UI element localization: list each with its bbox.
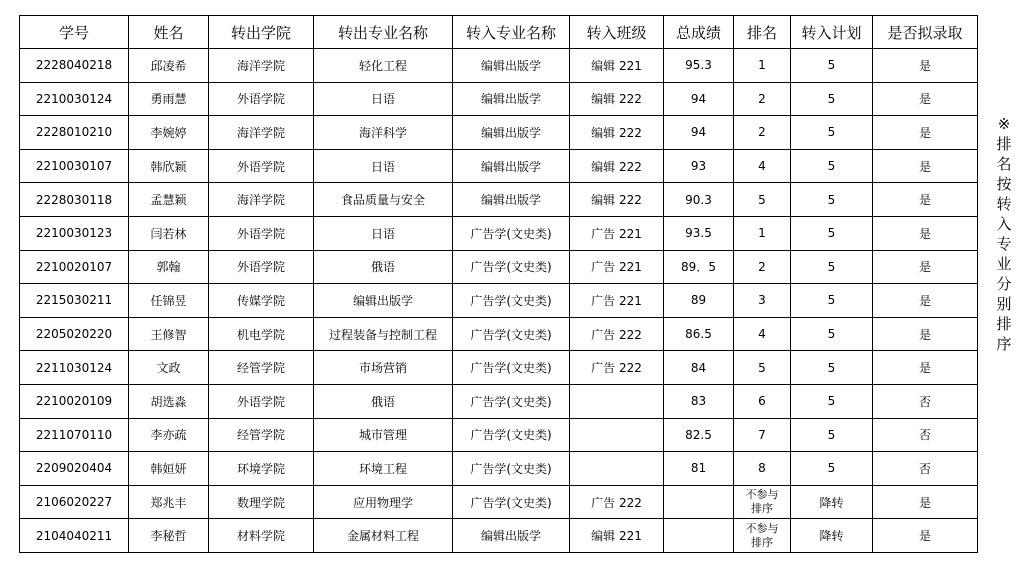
cell-student-id: 2210030124 bbox=[20, 82, 129, 116]
cell-admission-plan: 5 bbox=[791, 384, 873, 418]
cell-admitted: 是 bbox=[873, 351, 978, 385]
cell-admitted: 是 bbox=[873, 284, 978, 318]
cell-total-score: 89．5 bbox=[664, 250, 734, 284]
table-row bbox=[20, 351, 978, 385]
cell-total-score: 82.5 bbox=[664, 418, 734, 452]
cell-to-class bbox=[570, 384, 664, 418]
cell-total-score: 84 bbox=[664, 351, 734, 385]
cell-name: 李秘哲 bbox=[129, 519, 209, 553]
cell-rank: 8 bbox=[734, 452, 791, 486]
cell-admission-plan: 5 bbox=[791, 452, 873, 486]
cell-total-score: 86.5 bbox=[664, 317, 734, 351]
cell-name: 文政 bbox=[129, 351, 209, 385]
cell-name: 王修智 bbox=[129, 317, 209, 351]
cell-from-major: 市场营销 bbox=[314, 351, 453, 385]
table-row bbox=[20, 317, 978, 351]
cell-student-id: 2210020109 bbox=[20, 384, 129, 418]
cell-total-score bbox=[664, 519, 734, 553]
cell-to-major: 广告学(文史类) bbox=[453, 418, 570, 452]
cell-name: 勇雨慧 bbox=[129, 82, 209, 116]
cell-admission-plan: 5 bbox=[791, 317, 873, 351]
cell-to-major: 广告学(文史类) bbox=[453, 216, 570, 250]
cell-name: 胡选淼 bbox=[129, 384, 209, 418]
cell-total-score: 90.3 bbox=[664, 183, 734, 217]
cell-to-major: 编辑出版学 bbox=[453, 149, 570, 183]
header-row bbox=[20, 16, 978, 49]
cell-from-major: 食品质量与安全 bbox=[314, 183, 453, 217]
table-row bbox=[20, 82, 978, 116]
cell-from-college: 机电学院 bbox=[209, 317, 314, 351]
cell-from-major: 应用物理学 bbox=[314, 485, 453, 519]
cell-student-id: 2106020227 bbox=[20, 485, 129, 519]
cell-admission-plan: 5 bbox=[791, 49, 873, 83]
column-header-student-id: 学号 bbox=[20, 16, 129, 49]
cell-total-score: 89 bbox=[664, 284, 734, 318]
cell-total-score: 93 bbox=[664, 149, 734, 183]
cell-student-id: 2228040218 bbox=[20, 49, 129, 83]
cell-to-class: 编辑 222 bbox=[570, 149, 664, 183]
cell-admission-plan: 5 bbox=[791, 418, 873, 452]
cell-to-major: 广告学(文史类) bbox=[453, 452, 570, 486]
cell-rank: 不参与 排序 bbox=[734, 519, 791, 553]
cell-rank: 7 bbox=[734, 418, 791, 452]
cell-from-college: 环境学院 bbox=[209, 452, 314, 486]
cell-to-class: 编辑 222 bbox=[570, 116, 664, 150]
table-row bbox=[20, 519, 978, 553]
cell-to-class: 编辑 222 bbox=[570, 82, 664, 116]
cell-from-college: 经管学院 bbox=[209, 351, 314, 385]
cell-name: 韩欣颖 bbox=[129, 149, 209, 183]
table-row bbox=[20, 452, 978, 486]
cell-admitted: 是 bbox=[873, 519, 978, 553]
cell-to-class: 编辑 221 bbox=[570, 519, 664, 553]
cell-from-college: 海洋学院 bbox=[209, 49, 314, 83]
cell-from-college: 外语学院 bbox=[209, 250, 314, 284]
cell-admission-plan: 5 bbox=[791, 116, 873, 150]
cell-to-major: 广告学(文史类) bbox=[453, 284, 570, 318]
cell-student-id: 2228010210 bbox=[20, 116, 129, 150]
column-header-from-college: 转出学院 bbox=[209, 16, 314, 49]
cell-rank: 不参与 排序 bbox=[734, 485, 791, 519]
cell-name: 孟慧颖 bbox=[129, 183, 209, 217]
cell-rank: 6 bbox=[734, 384, 791, 418]
cell-to-class bbox=[570, 452, 664, 486]
cell-total-score: 94 bbox=[664, 116, 734, 150]
cell-student-id: 2228030118 bbox=[20, 183, 129, 217]
cell-admitted: 是 bbox=[873, 183, 978, 217]
column-header-total-score: 总成绩 bbox=[664, 16, 734, 49]
cell-to-major: 编辑出版学 bbox=[453, 49, 570, 83]
table-row bbox=[20, 183, 978, 217]
cell-from-college: 经管学院 bbox=[209, 418, 314, 452]
cell-from-major: 环境工程 bbox=[314, 452, 453, 486]
cell-admission-plan: 5 bbox=[791, 183, 873, 217]
cell-admitted: 是 bbox=[873, 149, 978, 183]
ranking-note bbox=[995, 114, 1013, 354]
column-header-to-class: 转入班级 bbox=[570, 16, 664, 49]
cell-admitted: 是 bbox=[873, 82, 978, 116]
cell-admitted: 是 bbox=[873, 49, 978, 83]
cell-rank: 3 bbox=[734, 284, 791, 318]
cell-from-college: 数理学院 bbox=[209, 485, 314, 519]
cell-rank: 2 bbox=[734, 250, 791, 284]
cell-admission-plan: 5 bbox=[791, 216, 873, 250]
cell-student-id: 2205020220 bbox=[20, 317, 129, 351]
cell-admitted: 是 bbox=[873, 216, 978, 250]
cell-to-class: 广告 222 bbox=[570, 317, 664, 351]
cell-rank: 4 bbox=[734, 317, 791, 351]
cell-from-major: 海洋科学 bbox=[314, 116, 453, 150]
cell-to-major: 广告学(文史类) bbox=[453, 351, 570, 385]
table-body bbox=[20, 49, 978, 553]
column-header-rank: 排名 bbox=[734, 16, 791, 49]
column-header-to-major: 转入专业名称 bbox=[453, 16, 570, 49]
cell-to-major: 广告学(文史类) bbox=[453, 485, 570, 519]
cell-rank: 1 bbox=[734, 216, 791, 250]
cell-student-id: 2209020404 bbox=[20, 452, 129, 486]
cell-admitted: 是 bbox=[873, 250, 978, 284]
column-header-admitted: 是否拟录取 bbox=[873, 16, 978, 49]
cell-from-college: 传媒学院 bbox=[209, 284, 314, 318]
cell-from-major: 日语 bbox=[314, 82, 453, 116]
cell-name: 邱凌希 bbox=[129, 49, 209, 83]
ranking-note-text: ※排名按转入专业分别排序 bbox=[996, 115, 1012, 353]
cell-to-major: 广告学(文史类) bbox=[453, 250, 570, 284]
cell-rank: 4 bbox=[734, 149, 791, 183]
cell-from-major: 俄语 bbox=[314, 250, 453, 284]
cell-student-id: 2210020107 bbox=[20, 250, 129, 284]
cell-student-id: 2210030107 bbox=[20, 149, 129, 183]
cell-to-major: 广告学(文史类) bbox=[453, 384, 570, 418]
cell-name: 郭翰 bbox=[129, 250, 209, 284]
column-header-from-major: 转出专业名称 bbox=[314, 16, 453, 49]
cell-total-score: 93.5 bbox=[664, 216, 734, 250]
cell-to-class: 广告 221 bbox=[570, 250, 664, 284]
table-row bbox=[20, 485, 978, 519]
cell-rank: 5 bbox=[734, 183, 791, 217]
cell-from-college: 外语学院 bbox=[209, 149, 314, 183]
cell-to-class: 广告 221 bbox=[570, 216, 664, 250]
cell-from-college: 材料学院 bbox=[209, 519, 314, 553]
table-row bbox=[20, 216, 978, 250]
cell-from-major: 过程装备与控制工程 bbox=[314, 317, 453, 351]
cell-student-id: 2215030211 bbox=[20, 284, 129, 318]
cell-admission-plan: 降转 bbox=[791, 519, 873, 553]
cell-from-college: 外语学院 bbox=[209, 82, 314, 116]
table-row bbox=[20, 284, 978, 318]
column-header-admission-plan: 转入计划 bbox=[791, 16, 873, 49]
cell-admitted: 否 bbox=[873, 418, 978, 452]
cell-admitted: 否 bbox=[873, 384, 978, 418]
table-row bbox=[20, 149, 978, 183]
cell-admitted: 是 bbox=[873, 317, 978, 351]
cell-to-class: 广告 221 bbox=[570, 284, 664, 318]
cell-from-major: 城市管理 bbox=[314, 418, 453, 452]
cell-to-major: 编辑出版学 bbox=[453, 183, 570, 217]
cell-admission-plan: 5 bbox=[791, 149, 873, 183]
cell-from-major: 金属材料工程 bbox=[314, 519, 453, 553]
table-row bbox=[20, 250, 978, 284]
cell-name: 任锦昱 bbox=[129, 284, 209, 318]
cell-to-class: 编辑 222 bbox=[570, 183, 664, 217]
cell-rank: 1 bbox=[734, 49, 791, 83]
cell-to-class: 广告 222 bbox=[570, 485, 664, 519]
cell-admitted: 是 bbox=[873, 485, 978, 519]
cell-from-college: 海洋学院 bbox=[209, 116, 314, 150]
cell-total-score bbox=[664, 485, 734, 519]
cell-student-id: 2211030124 bbox=[20, 351, 129, 385]
cell-to-major: 编辑出版学 bbox=[453, 116, 570, 150]
cell-to-class bbox=[570, 418, 664, 452]
cell-name: 郑兆丰 bbox=[129, 485, 209, 519]
cell-to-major: 编辑出版学 bbox=[453, 519, 570, 553]
cell-name: 李亦疏 bbox=[129, 418, 209, 452]
cell-from-major: 日语 bbox=[314, 216, 453, 250]
cell-from-college: 外语学院 bbox=[209, 216, 314, 250]
cell-from-major: 日语 bbox=[314, 149, 453, 183]
cell-total-score: 94 bbox=[664, 82, 734, 116]
cell-from-college: 海洋学院 bbox=[209, 183, 314, 217]
table-row bbox=[20, 418, 978, 452]
table-row bbox=[20, 49, 978, 83]
cell-total-score: 95.3 bbox=[664, 49, 734, 83]
cell-admitted: 否 bbox=[873, 452, 978, 486]
cell-admission-plan: 降转 bbox=[791, 485, 873, 519]
cell-admitted: 是 bbox=[873, 116, 978, 150]
cell-from-major: 轻化工程 bbox=[314, 49, 453, 83]
cell-name: 李婉婷 bbox=[129, 116, 209, 150]
cell-from-college: 外语学院 bbox=[209, 384, 314, 418]
cell-to-class: 编辑 221 bbox=[570, 49, 664, 83]
cell-admission-plan: 5 bbox=[791, 250, 873, 284]
column-header-name: 姓名 bbox=[129, 16, 209, 49]
cell-admission-plan: 5 bbox=[791, 351, 873, 385]
cell-from-major: 俄语 bbox=[314, 384, 453, 418]
cell-to-major: 广告学(文史类) bbox=[453, 317, 570, 351]
cell-student-id: 2211070110 bbox=[20, 418, 129, 452]
cell-rank: 5 bbox=[734, 351, 791, 385]
table-row bbox=[20, 384, 978, 418]
cell-student-id: 2104040211 bbox=[20, 519, 129, 553]
cell-total-score: 83 bbox=[664, 384, 734, 418]
cell-rank: 2 bbox=[734, 82, 791, 116]
cell-total-score: 81 bbox=[664, 452, 734, 486]
cell-student-id: 2210030123 bbox=[20, 216, 129, 250]
cell-name: 闫若林 bbox=[129, 216, 209, 250]
cell-name: 韩姮妍 bbox=[129, 452, 209, 486]
admission-table bbox=[19, 15, 978, 553]
cell-rank: 2 bbox=[734, 116, 791, 150]
cell-to-class: 广告 222 bbox=[570, 351, 664, 385]
cell-admission-plan: 5 bbox=[791, 284, 873, 318]
cell-from-major: 编辑出版学 bbox=[314, 284, 453, 318]
table-row bbox=[20, 116, 978, 150]
cell-to-major: 编辑出版学 bbox=[453, 82, 570, 116]
cell-admission-plan: 5 bbox=[791, 82, 873, 116]
